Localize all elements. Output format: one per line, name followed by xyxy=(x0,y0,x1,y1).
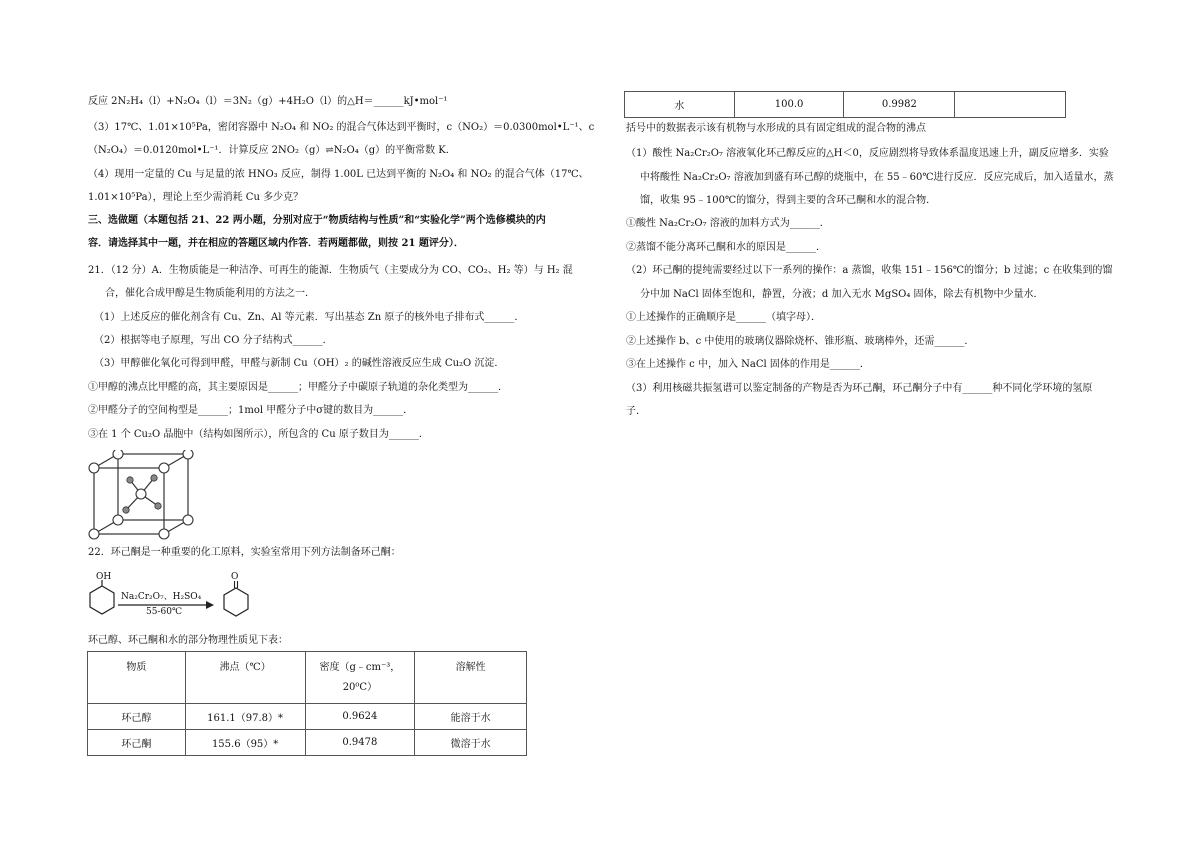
text-line: ①甲醇的沸点比甲醛的高，其主要原因是______；甲醛分子中碳原子轨道的杂化类型为______． xyxy=(88,382,508,393)
o-label: O xyxy=(231,572,239,582)
properties-table xyxy=(87,651,527,756)
right-column xyxy=(600,0,1200,848)
text-line: 中将酸性 Na₂Cr₂O₇ 溶液加到盛有环己醇的烧瓶中，在 55﹣60℃进行反应．反应完成后，加入适量水，蒸 xyxy=(640,172,1114,183)
cyclohexanol-structure xyxy=(86,580,118,622)
text-line: ②上述操作 b、c 中使用的玻璃仪器除烧杯、锥形瓶、玻璃棒外，还需______． xyxy=(626,336,975,347)
water-row-table xyxy=(624,91,1066,118)
text-line: ③在 1 个 Cu₂O 晶胞中（结构如图所示），所包含的 Cu 原子数目为______． xyxy=(88,429,429,440)
text-line: （2）环己酮的提纯需要经过以下一系列的操作：a 蒸馏，收集 151﹣156℃的馏分；b 过滤；c 在收集到的馏 xyxy=(626,265,1113,276)
table-note: 括号中的数据表示该有机物与水形成的具有固定组成的混合物的沸点 xyxy=(626,123,926,134)
oh-label: OH xyxy=(96,572,112,582)
text-line: ②甲醛分子的空间构型是______；1mol 甲醛分子中σ键的数目为______． xyxy=(88,405,414,416)
cu2o-crystal-cell-figure xyxy=(88,450,198,540)
temperature-label: 55-60℃ xyxy=(146,607,183,617)
text-line: 馏，收集 95﹣100℃的馏分，得到主要的含环己酮和水的混合物． xyxy=(640,195,937,206)
table-cell: 0.9982 xyxy=(844,92,955,118)
table-row xyxy=(625,92,1066,118)
table-header: 物质 xyxy=(88,652,186,704)
table-cell: 0.9624 xyxy=(305,704,415,730)
table-cell: 100.0 xyxy=(734,92,844,118)
density-header-line1: 密度（g﹣cm⁻³， xyxy=(319,662,401,673)
text-line: （1）上述反应的催化剂含有 Cu、Zn、Al 等元素．写出基态 Zn 原子的核外电子排布式______． xyxy=(94,312,525,323)
section-heading: 容．请选择其中一题，并在相应的答题区域内作答．若两题都做，则按 21 题评分）． xyxy=(88,238,464,249)
text-line: （2）根据等电子原理，写出 CO 分子结构式______． xyxy=(94,335,333,346)
text-line: （4）现用一定量的 Cu 与足量的浓 HNO₃ 反应，制得 1.00L 已达到平衡的 N₂O₄ 和 NO₂ 的混合气体（17℃、 xyxy=(88,169,589,180)
text-line: （N₂O₄）＝0.0120mol•L⁻¹．计算反应 2NO₂（g）⇌N₂O₄（g）的平衡常数 K． xyxy=(88,145,456,156)
table-cell: 0.9478 xyxy=(305,730,415,756)
density-header-line2: 20⁰C） xyxy=(342,682,378,693)
section-heading: 三、选做题（本题包括 21、22 两小题，分别对应于“物质结构与性质”和“实验化学”两个选修模块的内 xyxy=(88,215,546,226)
text-line: （1）酸性 Na₂Cr₂O₇ 溶液氧化环己醇反应的△H＜0，反应剧烈将导致体系温度迅速上升，副反应增多．实验 xyxy=(626,148,1109,159)
text-line: （3）17℃、1.01×10⁵Pa，密闭容器中 N₂O₄ 和 NO₂ 的混合气体达到平衡时，c（NO₂）＝0.0300mol•L⁻¹、c xyxy=(88,122,595,133)
table-cell: 161.1（97.8）* xyxy=(185,704,305,730)
text-line: 子． xyxy=(626,406,646,417)
text-line: ①上述操作的正确顺序是______（填字母）． xyxy=(626,312,821,323)
table-cell: 环己醇 xyxy=(88,704,186,730)
table-cell: 环己酮 xyxy=(88,730,186,756)
table-cell: 微溶于水 xyxy=(415,730,527,756)
table-cell xyxy=(955,92,1066,118)
text-line: 反应 2N₂H₄（l）+N₂O₄（l）＝3N₂（g）+4H₂O（l）的△H＝______kJ•mol⁻¹ xyxy=(88,96,448,107)
text-line: ②蒸馏不能分离环己酮和水的原因是______． xyxy=(626,242,826,253)
text-line: （3）甲醇催化氧化可得到甲醛，甲醛与新制 Cu（OH）₂ 的碱性溶液反应生成 Cu₂O 沉淀． xyxy=(94,358,505,369)
cyclohexanone-structure xyxy=(220,580,252,622)
text-line: （3）利用核磁共振氢谱可以鉴定制备的产物是否为环己酮，环己酮分子中有______种不同化学环境的氢原 xyxy=(626,383,1093,394)
table-header xyxy=(305,652,415,704)
text-line: 合，催化合成甲醇是生物质能利用的方法之一． xyxy=(105,288,315,299)
table-row xyxy=(88,730,527,756)
question-21: 21．（12 分）A．生物质能是一种洁净、可再生的能源．生物质气（主要成分为 CO、CO₂、H₂ 等）与 H₂ 混 xyxy=(88,265,573,276)
table-cell: 155.6（95）* xyxy=(185,730,305,756)
reagent-label: Na₂Cr₂O₇、H₂SO₄ xyxy=(121,592,202,602)
table-cell: 能溶于水 xyxy=(415,704,527,730)
question-22: 22．环己酮是一种重要的化工原料，实验室常用下列方法制备环己酮： xyxy=(88,547,401,558)
table-intro: 环己醇、环己酮和水的部分物理性质见下表： xyxy=(88,635,288,646)
table-header: 沸点（℃） xyxy=(185,652,305,704)
text-line: ①酸性 Na₂Cr₂O₇ 溶液的加料方式为______． xyxy=(626,218,830,229)
text-line: ③在上述操作 c 中，加入 NaCl 固体的作用是______． xyxy=(626,359,870,370)
table-cell: 水 xyxy=(625,92,735,118)
table-row xyxy=(88,704,527,730)
text-line: 1.01×10⁵Pa），理论上至少需消耗 Cu 多少克？ xyxy=(88,192,304,203)
text-line: 分中加 NaCl 固体至饱和，静置，分液；d 加入无水 MgSO₄ 固体，除去有机物中少量水． xyxy=(640,289,1044,300)
table-header: 溶解性 xyxy=(415,652,527,704)
